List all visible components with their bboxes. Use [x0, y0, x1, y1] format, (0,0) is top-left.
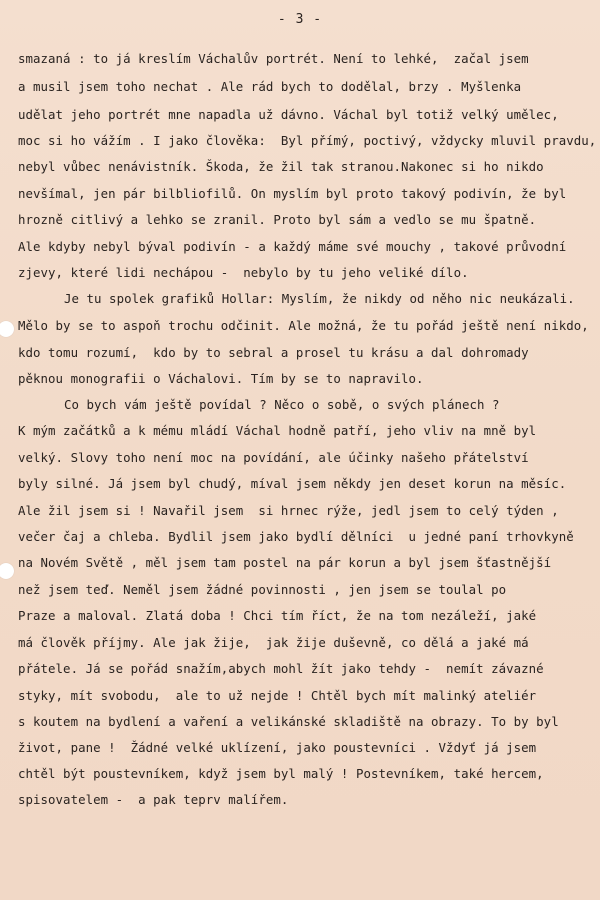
text-line: večer čaj a chleba. Bydlil jsem jako bydlí dělníci u jedné paní trhovkyně	[18, 529, 574, 544]
text-line: kdo tomu rozumí, kdo by to sebral a prosel tu krásu a dal dohromady	[18, 345, 529, 360]
text-line: a musil jsem toho nechat . Ale rád bych to dodělal, brzy . Myšlenka	[18, 79, 522, 94]
text-line: má člověk příjmy. Ale jak žije, jak žije duševně, co dělá a jaké má	[18, 635, 529, 650]
text-line: Ale žil jsem si ! Navařil jsem si hrnec rýže, jedl jsem to celý týden ,	[18, 503, 559, 518]
text-line: velký. Slovy toho není moc na povídání, ale účinky našeho přátelství	[18, 450, 529, 465]
text-line: pěknou monografii o Váchalovi. Tím by se to napravilo.	[18, 371, 424, 386]
text-line: nevšímal, jen pár bilbliofilů. On myslím byl proto takový podivín, že byl	[18, 186, 567, 201]
text-line: na Novém Světě , měl jsem tam postel na pár korun a byl jsem šťastnější	[18, 555, 552, 570]
text-line: nebyl vůbec nenávistník. Škoda, že žil tak stranou.Nakonec si ho nikdo	[18, 159, 544, 174]
punch-hole	[0, 321, 14, 337]
text-line: Je tu spolek grafiků Hollar: Myslím, že nikdy od něho nic neukázali.	[64, 291, 575, 306]
text-line: než jsem teď. Neměl jsem žádné povinnosti , jen jsem se toulal po	[18, 582, 507, 597]
text-line: zjevy, které lidi nechápou - nebylo by tu jeho veliké dílo.	[18, 265, 469, 280]
text-line: Praze a maloval. Zlatá doba ! Chci tím říct, že na tom nezáleží, jaké	[18, 608, 537, 623]
text-line: chtěl být poustevníkem, když jsem byl malý ! Postevníkem, také hercem,	[18, 766, 544, 781]
text-line: udělat jeho portrét mne napadla už dávno. Váchal byl totiž velký umělec,	[18, 107, 559, 122]
text-line: Ale kdyby nebyl býval podivín - a každý máme své mouchy , takové průvodní	[18, 239, 567, 254]
text-line: Co bych vám ještě povídal ? Něco o sobě, o svých plánech ?	[64, 397, 500, 412]
text-line: spisovatelem - a pak teprv malířem.	[18, 792, 289, 807]
text-line: přátele. Já se pořád snažím,abych mohl žít jako tehdy - nemít závazné	[18, 661, 544, 676]
text-line: život, pane ! Žádné velké uklízení, jako poustevníci . Vždyť já jsem	[18, 740, 537, 755]
page-number: - 3 -	[277, 12, 323, 27]
text-line: s koutem na bydlení a vaření a velikánské skladiště na obrazy. To by byl	[18, 714, 559, 729]
text-line: K mým začátků a k mému mládí Váchal hodně patří, jeho vliv na mně byl	[18, 423, 537, 438]
text-line: smazaná : to já kreslím Váchalův portrét. Není to lehké, začal jsem	[18, 51, 529, 66]
punch-hole	[0, 563, 14, 579]
text-line: styky, mít svobodu, ale to už nejde ! Chtěl bych mít malinký ateliér	[18, 688, 537, 703]
text-line: moc si ho vážím . I jako člověka: Byl přímý, poctivý, vždycky mluvil pravdu,	[18, 133, 597, 148]
text-line: hrozně citlivý a lehko se zranil. Proto byl sám a vedlo se mu špatně.	[18, 212, 537, 227]
text-line: byly silné. Já jsem byl chudý, míval jsem někdy jen deset korun na měsíc.	[18, 476, 567, 491]
text-line: Mělo by se to aspoň trochu odčinit. Ale možná, že tu pořád ještě není nikdo,	[18, 318, 589, 333]
